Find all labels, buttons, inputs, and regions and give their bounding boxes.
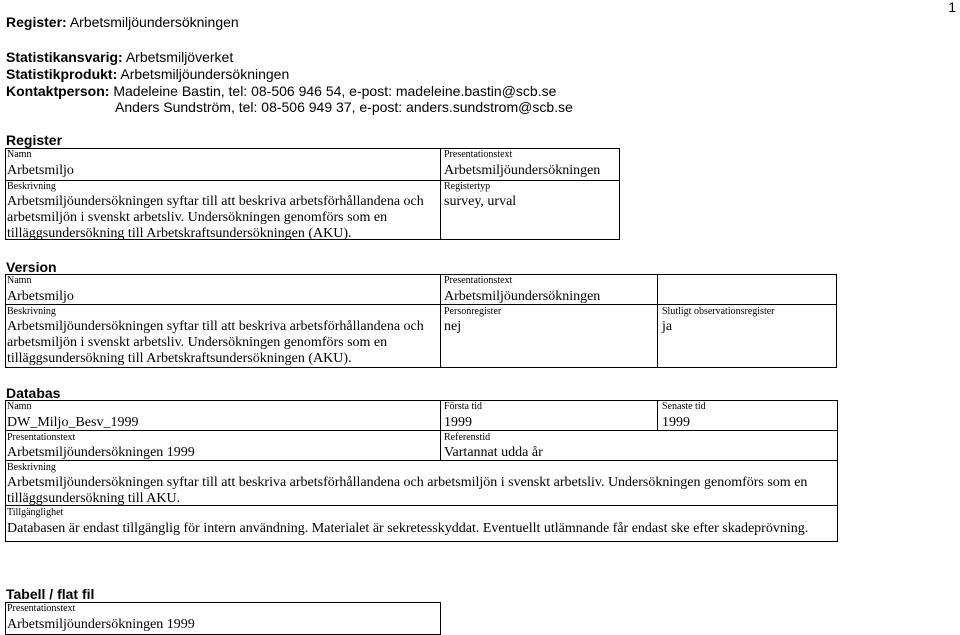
register-heading: Register	[6, 132, 63, 148]
tabell-presentationstext-label: Presentationstext	[7, 603, 76, 614]
databas-referenstid-label: Referenstid	[444, 432, 491, 443]
register-beskrivning-line: tilläggsundersökning till Arbetskraftsundersökningen (AKU).	[7, 226, 352, 241]
register-beskrivning-label: Beskrivning	[7, 181, 56, 192]
page-title	[6, 14, 239, 31]
title-value: Arbetsmiljöundersökningen	[69, 14, 239, 30]
tabell-heading: Tabell / flat fil	[6, 586, 95, 602]
version-beskrivning-line: Arbetsmiljöundersökningen syftar till att beskriva arbetsförhållandena och	[7, 319, 424, 334]
databas-senaste-tid-value: 1999	[662, 415, 690, 430]
kontaktperson-row	[6, 83, 556, 100]
statistikansvarig-value: Arbetsmiljöverket	[125, 49, 234, 65]
databas-namn-value: DW_Miljo_Besv_1999	[7, 415, 139, 430]
databas-beskrivning-line: tilläggsundersökning till AKU.	[7, 491, 181, 506]
version-slutligt-value: ja	[662, 319, 673, 334]
statistikprodukt-row	[6, 66, 289, 83]
register-registertyp-label: Registertyp	[444, 181, 491, 192]
register-namn-value: Arbetsmiljo	[7, 163, 74, 178]
databas-tillganglighet-label: Tillgänglighet	[7, 507, 64, 518]
databas-tillganglighet-value: Databasen är endast tillgänglig för intern användning. Materialet är sekretesskyddat. Eventuellt utlämnande får endast ske efter skadeprövning.	[7, 521, 809, 536]
kontaktperson-label: Kontaktperson:	[6, 83, 110, 99]
databas-forsta-tid-label: Första tid	[444, 401, 483, 412]
version-namn-label: Namn	[7, 275, 32, 286]
page-number: 1	[948, 0, 956, 15]
register-namn-label: Namn	[7, 149, 32, 160]
databas-presentationstext-value: Arbetsmiljöundersökningen 1999	[7, 445, 195, 460]
kontaktperson-line2: Anders Sundström, tel: 08-506 949 37, e-post: anders.sundstrom@scb.se	[115, 99, 573, 115]
version-slutligt-label: Slutligt observationsregister	[662, 306, 775, 317]
register-left-divider	[5, 180, 441, 181]
databas-presentationstext-label: Presentationstext	[7, 432, 76, 443]
databas-col2-divider	[657, 400, 658, 431]
register-beskrivning-line: arbetsmiljön i svenskt arbetsliv. Undersökningen genomförs som en	[7, 210, 388, 225]
version-right-top-blank	[658, 275, 836, 304]
statistikansvarig-row	[6, 49, 233, 66]
version-namn-value: Arbetsmiljo	[7, 289, 74, 304]
version-beskrivning-line: arbetsmiljön i svenskt arbetsliv. Undersökningen genomförs som en	[7, 335, 388, 350]
version-heading: Version	[6, 259, 57, 275]
databas-forsta-tid-value: 1999	[444, 415, 472, 430]
version-beskrivning-line: tilläggsundersökning till Arbetskraftsundersökningen (AKU).	[7, 351, 352, 366]
register-presentationstext-label: Presentationstext	[444, 149, 513, 160]
databas-heading: Databas	[6, 385, 61, 401]
tabell-presentationstext-value: Arbetsmiljöundersökningen 1999	[7, 617, 195, 632]
register-presentationstext-value: Arbetsmiljöundersökningen	[444, 163, 601, 178]
statistikprodukt-label: Statistikprodukt:	[6, 66, 118, 82]
version-presentationstext-label: Presentationstext	[444, 275, 513, 286]
databas-beskrivning-label: Beskrivning	[7, 462, 56, 473]
databas-namn-label: Namn	[7, 401, 32, 412]
kontaktperson-line1: Madeleine Bastin, tel: 08-506 946 54, e-post: madeleine.bastin@scb.se	[113, 83, 557, 99]
version-personregister-value: nej	[444, 319, 462, 334]
version-presentationstext-value: Arbetsmiljöundersökningen	[444, 289, 601, 304]
version-personregister-label: Personregister	[444, 306, 502, 317]
statistikansvarig-label: Statistikansvarig:	[6, 49, 123, 65]
register-registertyp-value: survey, urval	[444, 194, 517, 209]
statistikprodukt-value: Arbetsmiljöundersökningen	[120, 66, 290, 82]
databas-referenstid-value: Vartannat udda år	[444, 445, 543, 460]
register-beskrivning-line: Arbetsmiljöundersökningen syftar till att beskriva arbetsförhållandena och	[7, 194, 424, 209]
databas-beskrivning-line: Arbetsmiljöundersökningen syftar till att beskriva arbetsförhållandena och arbetsmiljön i svenskt arbetsliv. Undersökningen genomförs som en	[7, 475, 808, 490]
databas-senaste-tid-label: Senaste tid	[662, 401, 706, 412]
version-beskrivning-label: Beskrivning	[7, 306, 56, 317]
title-label: Register:	[6, 14, 67, 30]
